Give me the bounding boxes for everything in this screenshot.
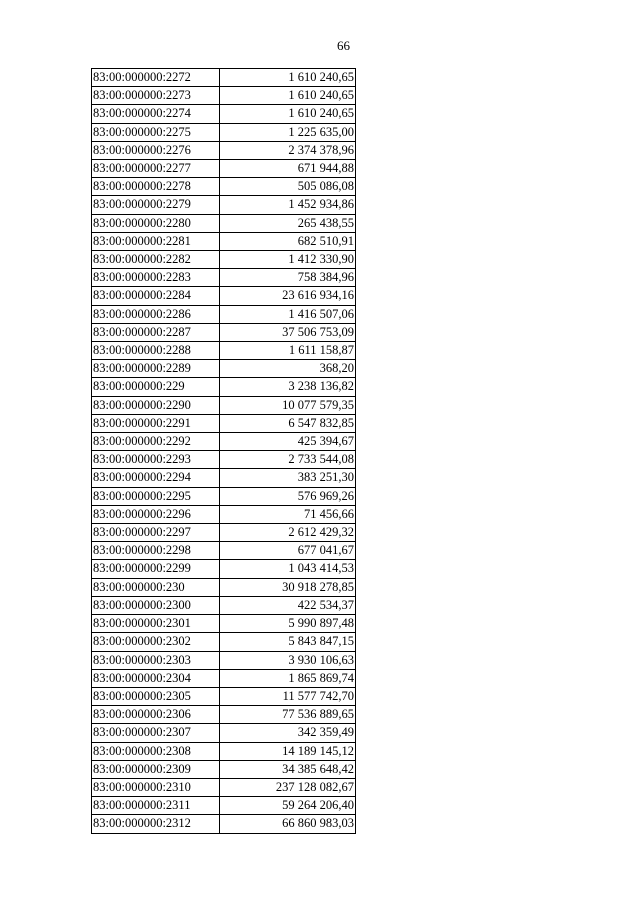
table-row	[92, 141, 356, 159]
table-row	[92, 742, 356, 760]
table-row	[92, 287, 356, 305]
value-cell: 383 251,30	[220, 469, 356, 487]
cadastral-number-cell: 83:00:000000:2310	[92, 778, 220, 796]
value-cell: 2 733 544,08	[220, 451, 356, 469]
cadastral-number-cell: 83:00:000000:2293	[92, 451, 220, 469]
value-cell: 30 918 278,85	[220, 578, 356, 596]
value-cell: 342 359,49	[220, 724, 356, 742]
cadastral-number-cell: 83:00:000000:2291	[92, 414, 220, 432]
value-cell: 2 612 429,32	[220, 524, 356, 542]
cadastral-number-cell: 83:00:000000:2298	[92, 542, 220, 560]
table-row	[92, 724, 356, 742]
value-cell: 425 394,67	[220, 433, 356, 451]
table-row	[92, 469, 356, 487]
table-row	[92, 323, 356, 341]
value-cell: 368,20	[220, 360, 356, 378]
value-cell: 758 384,96	[220, 269, 356, 287]
value-cell: 1 610 240,65	[220, 87, 356, 105]
value-cell: 37 506 753,09	[220, 323, 356, 341]
value-cell: 77 536 889,65	[220, 706, 356, 724]
value-cell: 1 610 240,65	[220, 105, 356, 123]
value-cell: 1 043 414,53	[220, 560, 356, 578]
table-row	[92, 760, 356, 778]
value-cell: 237 128 082,67	[220, 778, 356, 796]
table-row	[92, 214, 356, 232]
value-cell: 1 412 330,90	[220, 251, 356, 269]
table-row	[92, 178, 356, 196]
cadastral-number-cell: 83:00:000000:2296	[92, 505, 220, 523]
table-row	[92, 542, 356, 560]
table-row	[92, 505, 356, 523]
cadastral-number-cell: 83:00:000000:2290	[92, 396, 220, 414]
cadastral-number-cell: 83:00:000000:2280	[92, 214, 220, 232]
value-cell: 1 611 158,87	[220, 342, 356, 360]
cadastral-number-cell: 83:00:000000:2302	[92, 633, 220, 651]
cadastral-number-cell: 83:00:000000:2277	[92, 160, 220, 178]
cadastral-number-cell: 83:00:000000:2309	[92, 760, 220, 778]
table-row	[92, 560, 356, 578]
cadastral-number-cell: 83:00:000000:2311	[92, 797, 220, 815]
cadastral-number-cell: 83:00:000000:2301	[92, 615, 220, 633]
table-body	[92, 69, 356, 834]
cadastral-number-cell: 83:00:000000:2303	[92, 651, 220, 669]
table-row	[92, 123, 356, 141]
cadastral-number-cell: 83:00:000000:2294	[92, 469, 220, 487]
cadastral-number-cell: 83:00:000000:2295	[92, 487, 220, 505]
value-cell: 59 264 206,40	[220, 797, 356, 815]
cadastral-number-cell: 83:00:000000:2289	[92, 360, 220, 378]
table-row	[92, 633, 356, 651]
table-row	[92, 524, 356, 542]
cadastral-number-cell: 83:00:000000:2307	[92, 724, 220, 742]
value-cell: 2 374 378,96	[220, 141, 356, 159]
table-row	[92, 105, 356, 123]
table-row	[92, 615, 356, 633]
value-cell: 1 225 635,00	[220, 123, 356, 141]
cadastral-number-cell: 83:00:000000:2279	[92, 196, 220, 214]
cadastral-number-cell: 83:00:000000:2287	[92, 323, 220, 341]
cadastral-number-cell: 83:00:000000:2274	[92, 105, 220, 123]
cadastral-value-table	[91, 68, 356, 834]
cadastral-number-cell: 83:00:000000:2283	[92, 269, 220, 287]
value-cell: 1 452 934,86	[220, 196, 356, 214]
table-row	[92, 414, 356, 432]
value-cell: 5 843 847,15	[220, 633, 356, 651]
value-cell: 422 534,37	[220, 596, 356, 614]
table-row	[92, 232, 356, 250]
cadastral-number-cell: 83:00:000000:2292	[92, 433, 220, 451]
value-cell: 1 610 240,65	[220, 69, 356, 87]
value-cell: 505 086,08	[220, 178, 356, 196]
table-row	[92, 433, 356, 451]
value-cell: 265 438,55	[220, 214, 356, 232]
table-row	[92, 160, 356, 178]
cadastral-number-cell: 83:00:000000:2281	[92, 232, 220, 250]
cadastral-number-cell: 83:00:000000:230	[92, 578, 220, 596]
value-cell: 3 238 136,82	[220, 378, 356, 396]
table-row	[92, 196, 356, 214]
value-cell: 5 990 897,48	[220, 615, 356, 633]
cadastral-number-cell: 83:00:000000:2299	[92, 560, 220, 578]
table-row	[92, 578, 356, 596]
table-row	[92, 378, 356, 396]
table-row	[92, 651, 356, 669]
cadastral-number-cell: 83:00:000000:2278	[92, 178, 220, 196]
table-row	[92, 451, 356, 469]
table-row	[92, 87, 356, 105]
table-row	[92, 687, 356, 705]
cadastral-number-cell: 83:00:000000:2282	[92, 251, 220, 269]
value-cell: 23 616 934,16	[220, 287, 356, 305]
cadastral-number-cell: 83:00:000000:2300	[92, 596, 220, 614]
value-cell: 1 865 869,74	[220, 669, 356, 687]
table-row	[92, 706, 356, 724]
table-row	[92, 396, 356, 414]
value-cell: 10 077 579,35	[220, 396, 356, 414]
value-cell: 66 860 983,03	[220, 815, 356, 833]
table-row	[92, 778, 356, 796]
value-cell: 1 416 507,06	[220, 305, 356, 323]
table-row	[92, 305, 356, 323]
cadastral-number-cell: 83:00:000000:2284	[92, 287, 220, 305]
cadastral-number-cell: 83:00:000000:2275	[92, 123, 220, 141]
cadastral-number-cell: 83:00:000000:2272	[92, 69, 220, 87]
table-row	[92, 251, 356, 269]
value-cell: 6 547 832,85	[220, 414, 356, 432]
cadastral-number-cell: 83:00:000000:229	[92, 378, 220, 396]
value-cell: 3 930 106,63	[220, 651, 356, 669]
cadastral-number-cell: 83:00:000000:2297	[92, 524, 220, 542]
value-cell: 682 510,91	[220, 232, 356, 250]
cadastral-number-cell: 83:00:000000:2276	[92, 141, 220, 159]
table-row	[92, 596, 356, 614]
cadastral-number-cell: 83:00:000000:2286	[92, 305, 220, 323]
value-cell: 11 577 742,70	[220, 687, 356, 705]
cadastral-number-cell: 83:00:000000:2304	[92, 669, 220, 687]
table-row	[92, 815, 356, 833]
value-cell: 14 189 145,12	[220, 742, 356, 760]
table-row	[92, 69, 356, 87]
cadastral-number-cell: 83:00:000000:2288	[92, 342, 220, 360]
table-row	[92, 797, 356, 815]
value-cell: 671 944,88	[220, 160, 356, 178]
value-cell: 677 041,67	[220, 542, 356, 560]
table-row	[92, 269, 356, 287]
cadastral-number-cell: 83:00:000000:2308	[92, 742, 220, 760]
table-row	[92, 342, 356, 360]
table-row	[92, 487, 356, 505]
cadastral-number-cell: 83:00:000000:2312	[92, 815, 220, 833]
page-number: 66	[337, 38, 350, 53]
cadastral-number-cell: 83:00:000000:2306	[92, 706, 220, 724]
cadastral-number-cell: 83:00:000000:2305	[92, 687, 220, 705]
value-cell: 71 456,66	[220, 505, 356, 523]
value-cell: 34 385 648,42	[220, 760, 356, 778]
cadastral-number-cell: 83:00:000000:2273	[92, 87, 220, 105]
table-row	[92, 360, 356, 378]
table-row	[92, 669, 356, 687]
value-cell: 576 969,26	[220, 487, 356, 505]
